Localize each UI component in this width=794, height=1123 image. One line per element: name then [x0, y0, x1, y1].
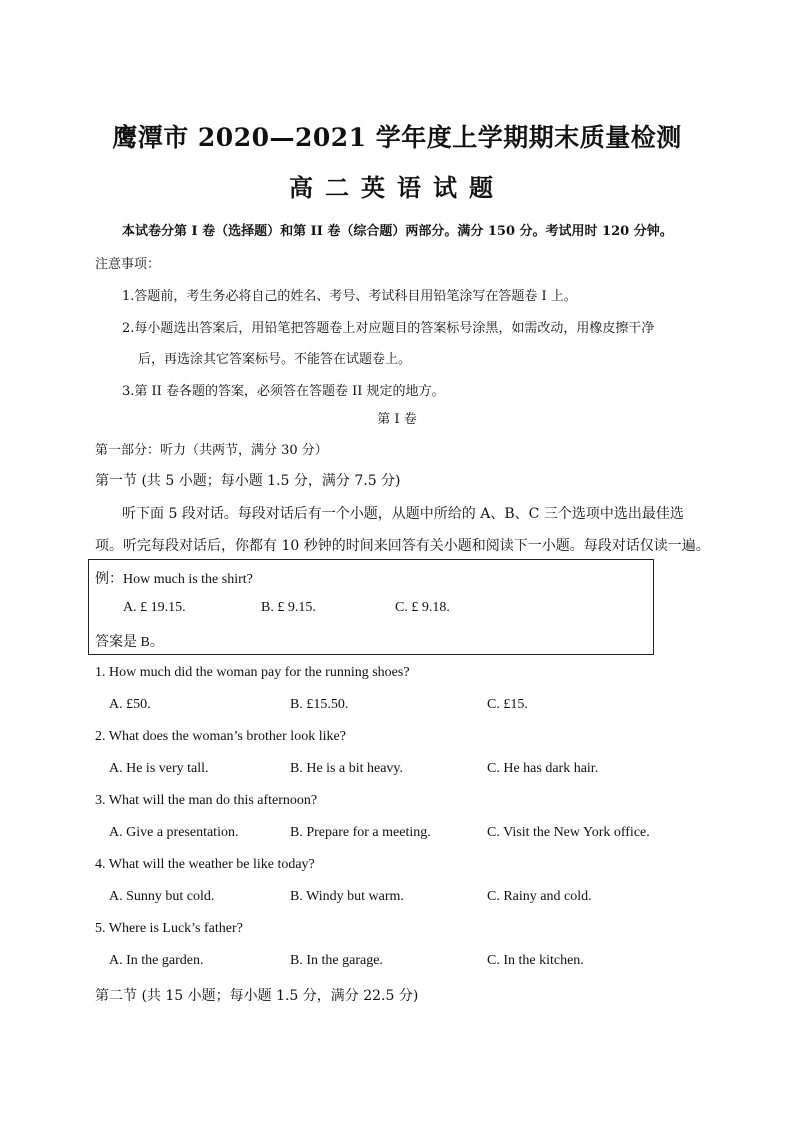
example-question: 例：How much is the shirt? — [95, 572, 253, 587]
question-option: C. He has dark hair. — [487, 761, 599, 776]
question-option: C. Rainy and cold. — [487, 889, 592, 904]
question-stem: 3. What will the man do this afternoon? — [95, 793, 318, 808]
section1-heading: 第一节 (共 5 小题；每小题 1.5 分，满分 7.5 分) — [95, 473, 401, 489]
example-option-b: B. £ 9.15. — [261, 600, 316, 615]
instructions-line-2: 项。听完每段对话后，你都有 10 秒钟的时间来回答有关小题和阅读下一小题。每段对话仅读一遍。 — [95, 538, 710, 554]
question-option: A. £50. — [109, 697, 151, 712]
note-item-2-continued: 后，再选涂其它答案标号。不能答在试题卷上。 — [138, 352, 412, 367]
question-option: A. Give a presentation. — [109, 825, 239, 840]
question-stem: 2. What does the woman’s brother look like? — [95, 729, 346, 744]
question-option: C. In the kitchen. — [487, 953, 584, 968]
question-option: B. Prepare for a meeting. — [290, 825, 431, 840]
exam-intro: 本试卷分第 I 卷（选择题）和第 II 卷（综合题）两部分。满分 150 分。考试用时 120 分钟。 — [122, 224, 673, 239]
question-option: C. Visit the New York office. — [487, 825, 650, 840]
question-option: C. £15. — [487, 697, 528, 712]
question-stem: 5. Where is Luck’s father? — [95, 921, 243, 936]
example-box — [88, 559, 654, 655]
example-option-a: A. £ 19.15. — [123, 600, 186, 615]
question-option: B. He is a bit heavy. — [290, 761, 404, 776]
question-option: A. Sunny but cold. — [109, 889, 215, 904]
question-option: B. Windy but warm. — [290, 889, 404, 904]
question-option: A. He is very tall. — [109, 761, 209, 776]
example-option-c: C. £ 9.18. — [395, 600, 450, 615]
question-stem: 1. How much did the woman pay for the running shoes? — [95, 665, 410, 680]
instructions-line-1: 听下面 5 段对话。每段对话后有一个小题，从题中所给的 A、B、C 三个选项中选出最佳选 — [122, 506, 684, 522]
part1-heading: 第一部分：听力（共两节，满分 30 分） — [95, 443, 328, 458]
page-subtitle: 高二英语试题 — [289, 173, 505, 202]
question-stem: 4. What will the weather be like today? — [95, 857, 315, 872]
section2-heading: 第二节 (共 15 小题；每小题 1.5 分，满分 22.5 分) — [95, 988, 419, 1004]
volume-label: 第 I 卷 — [377, 412, 417, 427]
note-item-2: 2.每小题选出答案后，用铅笔把答题卷上对应题目的答案标号涂黑，如需改动，用橡皮擦干净 — [122, 321, 655, 336]
page-title: 鹰潭市 2020—2021 学年度上学期期末质量检测 — [112, 123, 682, 152]
example-answer: 答案是 B。 — [95, 635, 164, 650]
question-option: B. In the garage. — [290, 953, 383, 968]
question-option: A. In the garden. — [109, 953, 204, 968]
notes-heading: 注意事项： — [95, 257, 161, 272]
note-item-1: 1.答题前，考生务必将自己的姓名、考号、考试科目用铅笔涂写在答题卷 I 上。 — [122, 289, 577, 304]
note-item-3: 3.第 II 卷各题的答案，必须答在答题卷 II 规定的地方。 — [122, 384, 445, 399]
question-option: B. £15.50. — [290, 697, 349, 712]
